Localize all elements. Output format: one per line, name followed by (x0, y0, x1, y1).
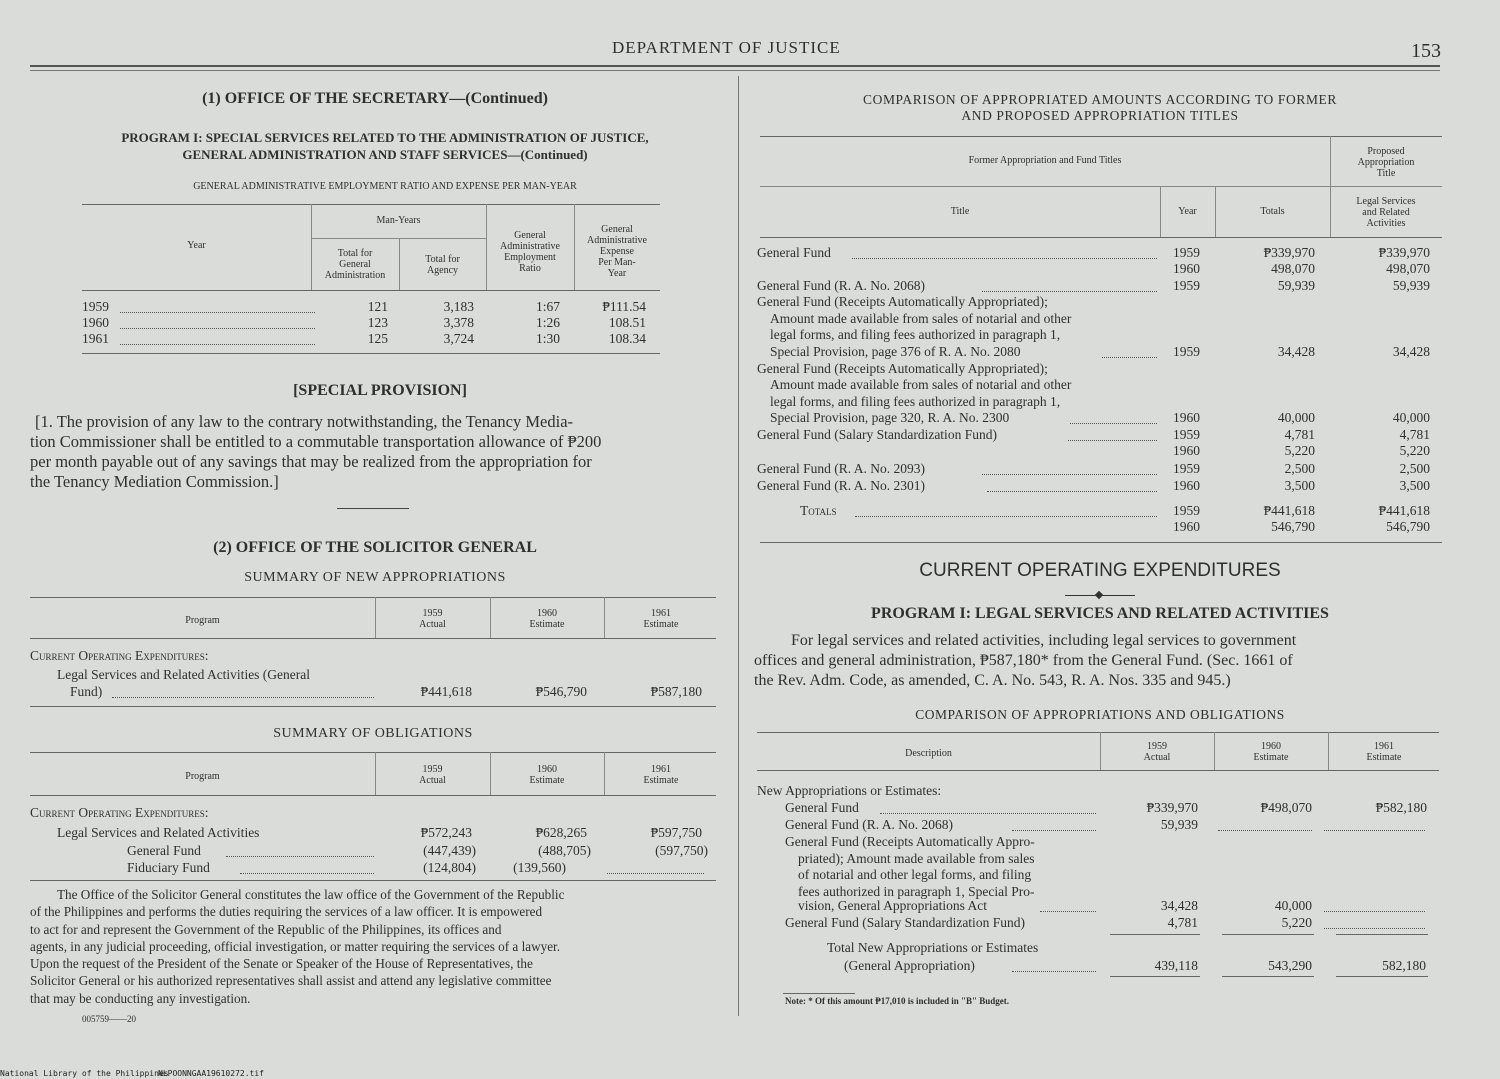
ratio-h-manyears: Man-Years (376, 215, 421, 226)
right-program-title: PROGRAM I: LEGAL SERVICES AND RELATED ACTIVITIES (871, 605, 1329, 622)
comparison-title-line2: AND PROPOSED APPROPRIATION TITLES (961, 108, 1239, 123)
ratio-h-year: Year (187, 240, 206, 251)
header-rule-thin (30, 70, 1440, 71)
footer-file: NLPOONNGAA19610272.tif (158, 1069, 264, 1078)
summary-new-title: SUMMARY OF NEW APPROPRIATIONS (244, 570, 506, 585)
note-rule (783, 993, 855, 994)
special-provision-title: [SPECIAL PROVISION] (293, 382, 467, 399)
footer-library: National Library of the Philippines (0, 1069, 169, 1078)
ratio-caption: GENERAL ADMINISTRATIVE EMPLOYMENT RATIO AND EXPENSE PER MAN-YEAR (193, 181, 577, 192)
office-description: The Office of the Solicitor General constitutes the law office of the Government of the Republic of the Philippines and performs the duties requiring the services of a law officer. It is empowered to act for and represent the Government of the Republic of the Philippines, its offices and agents, in any judicial proceeding, official investigation, or matter requiring the services of a lawyer. Upon the request of the President of the Senate or Speaker of the House of Representatives, the Solicitor General or his authorized representatives shall assist and attend any legislative committee that may be conducting any investigation. (30, 887, 565, 1006)
ornament-diamond-icon (1095, 591, 1103, 599)
program-title-line1: PROGRAM I: SPECIAL SERVICES RELATED TO THE ADMINISTRATION OF JUSTICE, (121, 130, 649, 145)
special-provision-text: [1. The provision of any law to the contrary notwithstanding, the Tenancy Media- tion Commissioner shall be entitled to a commutable transportation allowance of ₱200 per month payable out of any savings that may be realized from the appropriation for the Tenancy Mediation Commission.] (30, 412, 602, 491)
ratio-h-ratio: General Administrative Employment Ratio (500, 230, 560, 274)
column-divider (738, 76, 739, 1016)
header-rule (30, 65, 1440, 67)
ratio-h-total-gen: Total for General Administration (324, 248, 386, 281)
page-number: 153 (1411, 40, 1441, 62)
section1-title: (1) OFFICE OF THE SECRETARY—(Continued) (202, 90, 548, 107)
program-description: For legal services and related activities, including legal services to government offices and general administration, ₱587,180* from the General Fund. (Sec. 1661 of the Rev. Adm. Code, as amended, C. A. No. 543, R. A. Nos. 335 and 945.) (754, 632, 1297, 689)
coe-title: CURRENT OPERATING EXPENDITURES (919, 560, 1281, 581)
short-divider (337, 508, 409, 509)
section2-title: (2) OFFICE OF THE SOLICITOR GENERAL (213, 539, 537, 556)
ratio-h-expense: General Administrative Expense Per Man- Year (587, 224, 647, 279)
summary-obl-title: SUMMARY OF OBLIGATIONS (273, 726, 473, 741)
program-title-line2: GENERAL ADMINISTRATION AND STAFF SERVICES—(Continued) (182, 147, 588, 162)
ratio-h-total-agency: Total for Agency (425, 254, 460, 276)
comparison-title-line1: COMPARISON OF APPROPRIATED AMOUNTS ACCORDING TO FORMER (862, 92, 1337, 107)
printer-code: 005759——20 (82, 1014, 136, 1024)
footnote: Note: * Of this amount ₱17,010 is included in "B" Budget. (785, 996, 1010, 1006)
comp-obl-title: COMPARISON OF APPROPRIATIONS AND OBLIGATIONS (915, 707, 1285, 722)
page-header-title: DEPARTMENT OF JUSTICE (612, 38, 841, 57)
